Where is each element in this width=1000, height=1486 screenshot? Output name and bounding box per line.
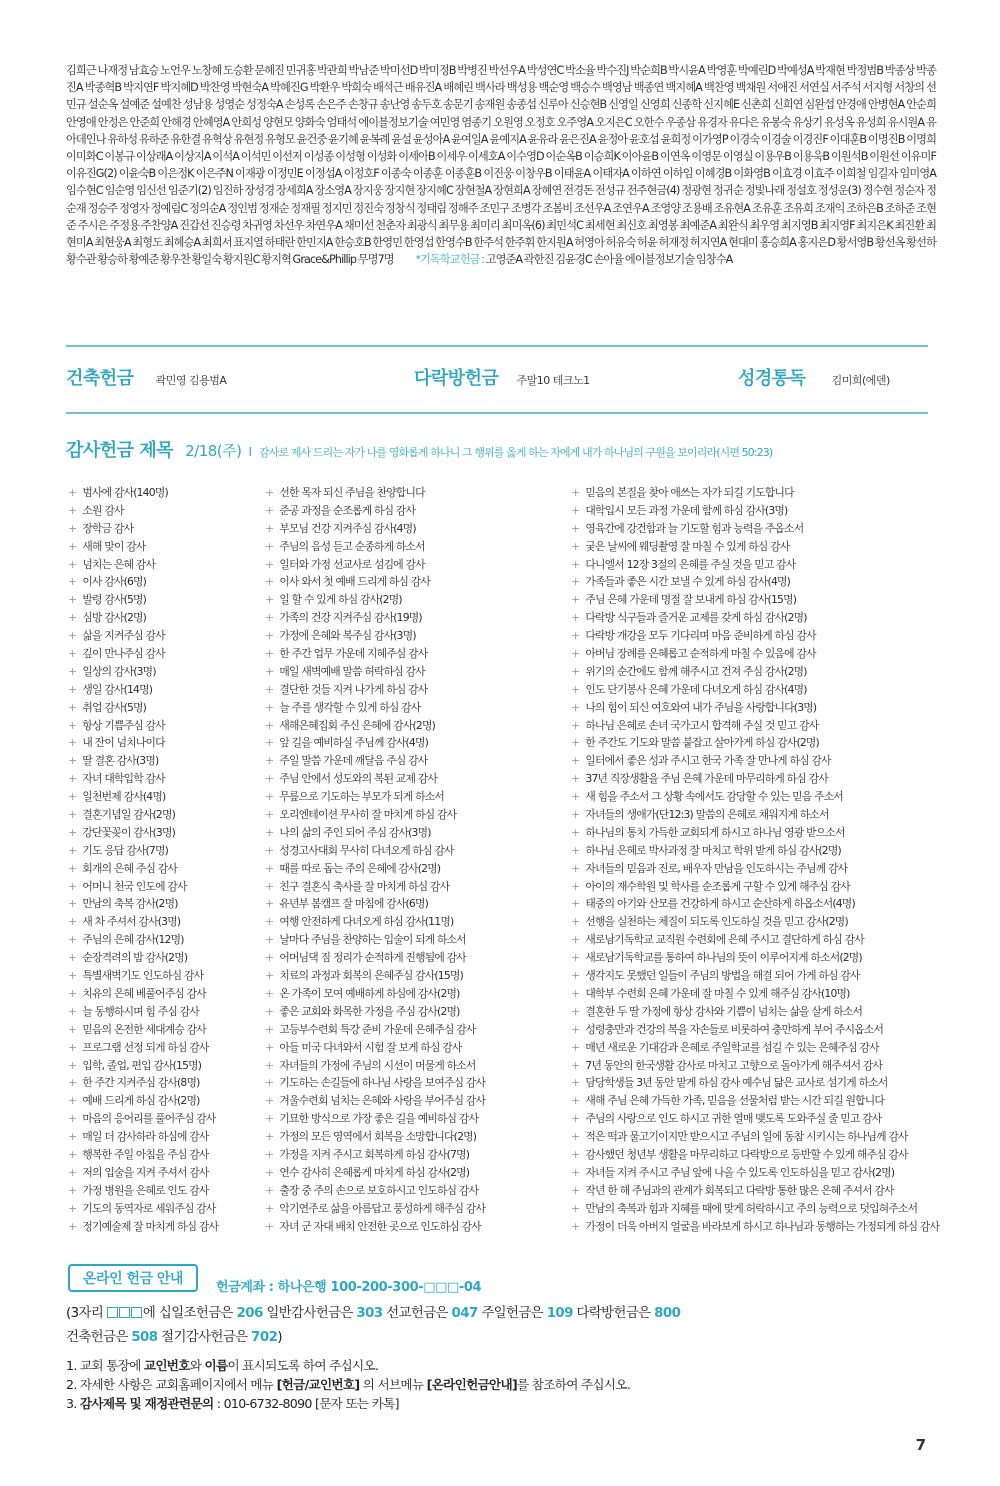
thanks-item: + 어머님댁 짐 정리가 순적하게 진행됨에 감사 — [265, 949, 565, 967]
thanks-item: + 하나님 은혜로 박사과정 잘 마치고 학위 받게 하심 감사(2명) — [571, 842, 935, 860]
thanks-item: + 주일 말씀 가운데 깨달음 주심 감사 — [265, 752, 565, 770]
thanks-item: + 발령 감사(5명) — [68, 591, 258, 609]
thanks-item: + 기묘한 방식으로 가장 좋은 길을 예비하심 감사 — [265, 1110, 565, 1128]
thanks-item: + 주님의 은혜 감사(12명) — [68, 931, 258, 949]
bible-reading-names: 김미희(에덴) — [831, 374, 890, 387]
thanks-item: + 항상 기쁨주심 감사 — [68, 717, 258, 735]
thanks-item: + 일상의 감사(3명) — [68, 663, 258, 681]
thanks-item: + 주님 안에서 성도와의 복된 교제 감사 — [265, 770, 565, 788]
thanks-item: + 저의 입술을 지켜 주셔서 감사 — [68, 1164, 258, 1182]
darak-offering-names: 주말10 테크노1 — [516, 374, 590, 387]
darak-label: 다락방헌금은 — [572, 1306, 655, 1321]
thanks-item: + 늘 동행하시며 힘 주심 감사 — [68, 1003, 258, 1021]
thanks-item: + 일터와 가정 선교사로 섬김에 감사 — [265, 556, 565, 574]
season-code: 702 — [251, 1330, 278, 1345]
thanks-item: + 주님 은혜 가운데 명절 잘 보내게 하심 감사(15명) — [571, 591, 935, 609]
bible-reading-title: 성경통독 — [738, 368, 806, 389]
thanks-item: + 정기예술제 잘 마치게 하심 감사 — [68, 1218, 258, 1236]
thanks-item: + 한 주간 지켜주심 감사(8명) — [68, 1074, 258, 1092]
account-prefix: 헌금계좌 : 하나은행 100-200-300- — [216, 1280, 424, 1295]
thanks-item: + 위기의 순간에도 함께 해주시고 건져 주심 감사(2명) — [571, 663, 935, 681]
thanks-item: + 마음의 응어리를 풀어주심 감사 — [68, 1110, 258, 1128]
codes-close: ) — [277, 1330, 282, 1345]
christian-school-names: 고영준A 곽한진 김윤경C 손아율 에이블정보기술 임창수A — [485, 253, 733, 267]
thanks-item: + 다락방 개강을 모두 기다리며 마음 준비하게 하심 감사 — [571, 627, 935, 645]
thanks-item: + 매년 새로운 기대감과 은혜로 주일학교를 섬길 수 있는 은혜주심 감사 — [571, 1039, 935, 1057]
thanks-item: + 친구 결혼식 축사를 잘 마치게 하심 감사 — [265, 878, 565, 896]
thanks-item: + 악기연주로 삶을 아름답고 풍성하게 해주심 감사 — [265, 1200, 565, 1218]
thanks-item: + 감사했던 청년부 생활을 마무리하고 다락방으로 등반할 수 있게 해주심 감사 — [571, 1146, 935, 1164]
divider-mid — [66, 412, 928, 414]
thanks-item: + 하나님 은혜로 손녀 국가고시 합격해 주실 것 믿고 감사 — [571, 717, 935, 735]
thanks-item: + 아이의 재수학원 및 학사를 순조롭게 구할 수 있게 해주심 감사 — [571, 878, 935, 896]
offering-row — [66, 364, 928, 390]
box-3 — [131, 1307, 142, 1318]
thanks-item: + 믿음의 본질을 찾아 애쓰는 자가 되길 기도합니다 — [571, 484, 935, 502]
building-offering-title: 건축헌금 — [66, 368, 134, 389]
thanks-item: + 행복한 주일 아침을 주심 감사 — [68, 1146, 258, 1164]
thanks-item: + 무릎으로 기도하는 부모가 되게 하소서 — [265, 788, 565, 806]
thanks-column-1 — [68, 484, 258, 1235]
instructions-list — [66, 1356, 936, 1413]
instruction-2: 2. 자세한 사항은 교회홈페이지에서 메뉴 [헌금/교인번호] 의 서브메뉴 [온라인헌금안내]를 참조하여 주십시오. — [66, 1377, 631, 1392]
thanks-item: + 나의 힘이 되신 여호와여 내가 주님을 사랑합니다(3명) — [571, 699, 935, 717]
building-code: 508 — [131, 1330, 158, 1345]
thanks-item: + 이사 감사(6명) — [68, 573, 258, 591]
thanks-item: + 가족들과 좋은 시간 보낼 수 있게 하심 감사(4명) — [571, 573, 935, 591]
thanks-item: + 늘 주를 생각할 수 있게 하심 감사 — [265, 699, 565, 717]
thanks-item: + 가족의 건강 지켜주심 감사(19명) — [265, 609, 565, 627]
thanks-date: 2/18(주) — [185, 442, 242, 460]
darak-offering-title: 다락방헌금 — [414, 368, 499, 389]
thanks-item: + 자녀 대학입학 감사 — [68, 770, 258, 788]
thanks-item: + 생각지도 못했던 일들이 주님의 방법을 해결 되어 가게 하심 감사 — [571, 967, 935, 985]
thanks-item: + 이사 와서 첫 예배 드리게 하심 감사 — [265, 573, 565, 591]
box-2 — [119, 1307, 130, 1318]
thanks-header — [66, 436, 936, 462]
thanks-item: + 좋은 교회와 화목한 가정을 주심 감사(2명) — [265, 1003, 565, 1021]
thanks-item: + 새 힘을 주소서 그 상황 속에서도 감당할 수 있는 믿음 주소서 — [571, 788, 935, 806]
thanks-item: + 소원 감사 — [68, 502, 258, 520]
thanks-item: + 성경고사대회 무사히 다녀오게 하심 감사 — [265, 842, 565, 860]
mission-label: 선교헌금은 — [382, 1306, 452, 1321]
thanks-item: + 매일 더 감사하라 하심에 감사 — [68, 1128, 258, 1146]
thanks-item: + 매일 새벽예배 말씀 허락하심 감사 — [265, 663, 565, 681]
thanks-item: + 하나님의 통치 가득한 교회되게 하시고 하나님 영광 받으소서 — [571, 824, 935, 842]
building-label: 건축헌금은 — [66, 1330, 132, 1345]
donor-list — [66, 62, 936, 268]
thanks-item: + 영육간에 강건함과 늘 기도할 힘과 능력을 주옵소서 — [571, 520, 935, 538]
page-number: 7 — [915, 1436, 926, 1454]
thanks-item: + 깊이 만나주심 감사 — [68, 645, 258, 663]
thanks-item: + 생일 감사(14명) — [68, 681, 258, 699]
thanks-item: + 만남의 축복과 힘과 지혜를 때에 맞게 허락하시고 주의 능력으로 덧입혀주소서 — [571, 1200, 935, 1218]
thanks-item: + 자녀 군 자대 배치 안전한 곳으로 인도하심 감사 — [265, 1218, 565, 1236]
thanks-item: + 기도하는 손길들에 하나님 사랑을 보여주심 감사 — [265, 1074, 565, 1092]
thanks-item: + 작년 한 해 주님과의 관계가 회복되고 다락방 통한 많은 은혜 주셔서 감사 — [571, 1182, 935, 1200]
thanks-column-3 — [571, 484, 940, 1235]
thanks-item: + 한 주간도 기도와 말씀 붙잡고 살아가게 하심 감사(2명) — [571, 734, 935, 752]
placeholder-boxes: □□□ — [423, 1280, 459, 1295]
thanks-item: + 내 잔이 넘치나이다 — [68, 734, 258, 752]
tithe-label: 에 십일조헌금은 — [142, 1306, 237, 1321]
thanks-item: + 부모님 건강 지켜주심 감사(4명) — [265, 520, 565, 538]
thanks-item: + 순장격려의 밤 감사(2명) — [68, 949, 258, 967]
thanks-item: + 궂은 날씨에 웨딩촬영 잘 마칠 수 있게 하심 감사 — [571, 538, 935, 556]
thanks-code: 303 — [356, 1306, 383, 1321]
thanks-item: + 만남의 축복 감사(2명) — [68, 895, 258, 913]
thanks-item: + 가정이 더욱 아버지 얼굴을 바라보게 하시고 하나님과 동행하는 가정되게 하심 감사 — [571, 1218, 935, 1236]
thanks-item: + 일천번제 감사(4명) — [68, 788, 258, 806]
thanks-item: + 가정 병원을 은혜로 인도 감사 — [68, 1182, 258, 1200]
thanks-item: + 선한 목자 되신 주님을 찬양합니다 — [265, 484, 565, 502]
thanks-item: + 인도 단기봉사 은혜 가운데 다녀오게 하심 감사(4명) — [571, 681, 935, 699]
donor-names: 김희근 나재정 남효승 노언우 노창혜 도승환 문혜진 민귀홍 박관희 박남준 박미선D 박미정B 박병진 박선우A 박성연C 박소율 박수진J 박순희B 박시윤A 박영훈 박예린D 박예성A 박재현 박정범B 박종상 박종진A 박종혁B 박지연F 박지혜D 박찬영 박현숙A 박혜진G 박환우 박희숙 배석근 배유진A 배혜린 백사라 백성용 백순영 백승수 백영남 백종연 백지혜A 백찬영 백채원 서애진 서연실 서주석 서지형 서창의 선민규 설순옥 설예준 설예찬 성남용 성영순 성정숙A 손성록 손은주 손창규 송난영 송두호 송문기 송재원 송종섭 신루아 신승현B 신영일 신영희 신종학 신지혜E 신촌희 신희연 심완섭 안경애 안병현A 안순희 안영애 안정은 안준희 안해경 안혜영A 안희성 양현모 양화숙 엄태석 에이블정보기술 여민영 염종기 오원영 오정호 오주영A 오지은C 오한수 우종삼 유경자 유다은 유봉숙 유상기 유성옥 유성희 유시원A 유아데인나 유하성 유하준 유한결 유혁상 유현정 유형모 윤건중 윤기혜 윤복례 윤설 윤성아A 윤여일A 윤예지A 윤유라 윤은진A 윤정아 윤호섭 윤희정 이가영P 이경숙 이경술 이경진F 이대훈B 이명진B 이명희 이미화C 이봉규 이상래A 이상지A 이석A 이석민 이선저 이성종 이성형 이성화 이세아B 이세우 이세호A 이수영D 이순옥B 이승희K 이아윤B 이연옥 이영문 이영실 이용우B 이용욱B 이원석B 이원선 이유미F 이유진G(2) 이윤숙B 이은정K 이은주N 이재광 이정민E 이정섭A 이정호F 이종숙 이종훈 이종훈B 이진웅 이창우B 이태윤A 이태자A 이하연 이하임 이혜경B 이화영B 이효경 이효주 이희철 임길자 임미영A 임수현C 임순영 임신선 임준기(2) 임진하 장성경 장세희A 장소영A 장지웅 장지현 장지혜C 장현철A 장현희A 장혜연 전경돈 전성규 전주현금(4) 정광현 정귀순 정빛나래 정설호 정성운(3) 정수현 정순자 정순재 정승주 정영자 정예림C 정의순A 정인범 정재순 정재필 정지민 정진숙 정창식 정태림 정해주 조민구 조병각 조봄비 조선우A 조연우A 조영양 조용배 조유현A 조유훈 조유희 조재익 조하은B 조하준 조현준 주시은 주정용 주찬양A 진갑선 진승령 차귀영 차선우 차연우A 채미선 천춘자 최광식 최무용 최미리 최미옥(6) 최민석C 최세현 최신호 최영봉 최예준A 최완식 최우영 최지영B 최지영F 최지은K 최진환 최현미A 최현웅A 최형도 최혜승A 최희서 표지열 하태란 한민지A 한승호B 한영민 한영섭 한영수B 한주석 한주휘 한지원A 허영아 허유숙 허윤 허재정 허지연A 현대미 홍승희A 홍지은D 황서영B 황선옥 황선하 황수관 황승하 황예준 황우찬 황일숙 황지원C 황지혁 Grace&Phillip 무명7명 — [66, 64, 936, 267]
thanks-item: + 프로그램 선정 되게 하심 감사 — [68, 1039, 258, 1057]
bible-reading — [738, 364, 890, 390]
sunday-code: 109 — [546, 1306, 573, 1321]
thanks-item: + 믿음의 온전한 세대계승 감사 — [68, 1021, 258, 1039]
thanks-item: + 준공 과정을 순조롭게 하심 감사 — [265, 502, 565, 520]
thanks-item: + 대학부 수련회 은혜 가운데 잘 마칠 수 있게 해주심 감사(10명) — [571, 985, 935, 1003]
offering-codes — [66, 1302, 936, 1350]
thanks-item: + 대학입시 모든 과정 가운데 함께 하심 감사(3명) — [571, 502, 935, 520]
thanks-column-2 — [265, 484, 565, 1235]
thanks-item: + 자녀들의 믿음과 진로, 배우자 만남을 인도하시는 주님께 감사 — [571, 860, 935, 878]
thanks-item: + 출장 중 주의 손으로 보호하시고 인도하심 감사 — [265, 1182, 565, 1200]
thanks-item: + 주님의 음성 듣고 순종하게 하소서 — [265, 538, 565, 556]
thanks-item: + 여행 안전하게 다녀오게 하심 감사(11명) — [265, 913, 565, 931]
thanks-item: + 새해 맞이 감사 — [68, 538, 258, 556]
account-suffix: -04 — [458, 1280, 482, 1295]
thanks-item: + 자녀들 지켜 주시고 주님 앞에 나올 수 있도록 인도하심을 믿고 감사(2명) — [571, 1164, 935, 1182]
thanks-item: + 치유의 은혜 베풀어주심 감사 — [68, 985, 258, 1003]
thanks-item: + 주님의 사랑으로 인도 하시고 귀한 열매 맺도록 도와주실 줄 믿고 감사 — [571, 1110, 935, 1128]
online-offering-badge: 온라인 헌금 안내 — [68, 1264, 198, 1292]
thanks-item: + 특별새벽기도 인도하심 감사 — [68, 967, 258, 985]
darak-code: 800 — [654, 1306, 681, 1321]
tithe-code: 206 — [236, 1306, 263, 1321]
season-label: 절기감사헌금은 — [157, 1330, 252, 1345]
thanks-item: + 심방 감사(2명) — [68, 609, 258, 627]
box-1 — [107, 1307, 118, 1318]
thanks-verse: 감사로 제사 드리는 자가 나를 영화롭게 하나니 그 행위를 옳게 하는 자에게 내가 하나님의 구원을 보이리라(시편 50:23) — [259, 446, 773, 459]
thanks-item: + 결혼한 두 딸 가정에 항상 감사와 기쁨이 넘치는 삶을 살게 하소서 — [571, 1003, 935, 1021]
building-offering-names: 곽민영 김용범A — [155, 374, 227, 387]
thanks-item: + 새 차 주셔서 감사(3명) — [68, 913, 258, 931]
thanks-item: + 담당학생들 3년 동안 맡게 하심 감사 예수님 닮은 교사로 섬기게 하소서 — [571, 1074, 935, 1092]
thanks-item: + 다락방 식구들과 즐거운 교제를 갖게 하심 감사(2명) — [571, 609, 935, 627]
thanks-item: + 온 가족이 모여 예배하게 하심에 감사(2명) — [265, 985, 565, 1003]
darak-offering — [414, 364, 590, 390]
thanks-item: + 어머니 천국 인도에 감사 — [68, 878, 258, 896]
thanks-item: + 가정에 은혜와 복주심 감사(3명) — [265, 627, 565, 645]
thanks-item: + 범사에 감사(140명) — [68, 484, 258, 502]
thanks-item: + 자녀들의 생애가(단12:3) 말씀의 은혜로 채워지게 하소서 — [571, 806, 935, 824]
thanks-item: + 날마다 주님을 찬양하는 입술이 되게 하소서 — [265, 931, 565, 949]
thanks-separator: I — [248, 445, 253, 459]
thanks-item: + 유년부 봄캠프 잘 마침에 감사(6명) — [265, 895, 565, 913]
christian-school-label: *기독학교헌금 : — [415, 253, 486, 267]
thanks-item: + 37년 직장생활을 주님 은혜 가운데 마무리하게 하심 감사 — [571, 770, 935, 788]
thanks-item: + 다니엘서 12장 3절의 은혜를 주실 것을 믿고 감사 — [571, 556, 935, 574]
thanks-item: + 입학, 졸업, 편입 감사(15명) — [68, 1057, 258, 1075]
thanks-item: + 아버님 장례를 은혜롭고 순적하게 마칠 수 있음에 감사 — [571, 645, 935, 663]
thanks-item: + 새로남기독학교를 통하여 하나님의 뜻이 이루어지게 하소서(2명) — [571, 949, 935, 967]
account-info — [216, 1276, 481, 1295]
thanks-item: + 딸 결혼 감사(3명) — [68, 752, 258, 770]
thanks-item: + 회개의 은혜 주심 감사 — [68, 860, 258, 878]
thanks-item: + 취업 감사(5명) — [68, 699, 258, 717]
thanks-item: + 태중의 아기와 산모를 건강하게 하시고 순산하게 하옵소서(4명) — [571, 895, 935, 913]
thanks-item: + 삶을 지켜주심 감사 — [68, 627, 258, 645]
thanks-item: + 치료의 과정과 회복의 은혜주심 감사(15명) — [265, 967, 565, 985]
thanks-item: + 7년 동안의 한국생활 감사로 마치고 고향으로 돌아가게 해주셔서 감사 — [571, 1057, 935, 1075]
divider-top — [66, 345, 928, 347]
thanks-item: + 결단한 것들 지켜 나가게 하심 감사 — [265, 681, 565, 699]
thanks-item: + 가정을 지켜 주시고 회복하게 하심 감사(7명) — [265, 1146, 565, 1164]
thanks-item: + 성령충만과 건강의 복을 자손들로 비롯하여 충만하게 부어 주시옵소서 — [571, 1021, 935, 1039]
thanks-item: + 자녀들의 가정에 주님의 시선이 머물게 하소서 — [265, 1057, 565, 1075]
thanks-item: + 넘치는 은혜 감사 — [68, 556, 258, 574]
thanks-item: + 기도의 동역자로 세워주심 감사 — [68, 1200, 258, 1218]
mission-code: 047 — [451, 1306, 478, 1321]
thanks-item: + 일터에서 좋은 성과 주시고 한국 가족 잘 만나게 하심 감사 — [571, 752, 935, 770]
thanks-item: + 나의 삶의 주인 되어 주심 감사(3명) — [265, 824, 565, 842]
thanks-item: + 오리엔테이션 무사히 잘 마치게 하심 감사 — [265, 806, 565, 824]
thanks-item: + 앞 길을 예비하실 주님께 감사(4명) — [265, 734, 565, 752]
thanks-item: + 결혼기념일 감사(2명) — [68, 806, 258, 824]
thanks-item: + 고등부수련회 특강 준비 가운데 은혜주심 감사 — [265, 1021, 565, 1039]
thanks-item: + 예배 드리게 하심 감사(2명) — [68, 1092, 258, 1110]
thanks-item: + 새해 주님 은혜 가득한 가족, 믿음을 선물처럼 받는 시간 되길 원합니다 — [571, 1092, 935, 1110]
thanks-label: 일반감사헌금은 — [262, 1306, 357, 1321]
thanks-item: + 새로남기독학교 교직원 수련회에 은혜 주시고 결단하게 하심 감사 — [571, 931, 935, 949]
thanks-item: + 선행을 실천하는 체질이 되도록 인도하실 것을 믿고 감사(2명) — [571, 913, 935, 931]
thanks-item: + 장학금 감사 — [68, 520, 258, 538]
thanks-item: + 아들 미국 다녀와서 시험 잘 보게 하심 감사 — [265, 1039, 565, 1057]
thanks-item: + 한 주간 업무 가운데 지혜주심 감사 — [265, 645, 565, 663]
instruction-3: 3. 감사제목 및 재정관련문의 : 010-6732-8090 [문자 또는 카톡] — [66, 1396, 399, 1411]
thanks-item: + 일 할 수 있게 하심 감사(2명) — [265, 591, 565, 609]
thanks-item: + 기도 응답 감사(7명) — [68, 842, 258, 860]
thanks-item: + 강단꽃꽂이 감사(3명) — [68, 824, 258, 842]
thanks-title: 감사헌금 제목 — [66, 440, 174, 461]
thanks-item: + 겨울수련회 넘치는 은혜와 사랑을 부어주심 감사 — [265, 1092, 565, 1110]
building-offering — [66, 364, 226, 390]
thanks-item: + 가정의 모든 영역에서 회복을 소망합니다(2명) — [265, 1128, 565, 1146]
thanks-item: + 적은 떡과 물고기이지만 받으시고 주님의 일에 동참 시키시는 하나님께 감사 — [571, 1128, 935, 1146]
codes-open: (3자리 — [66, 1306, 107, 1321]
instruction-1: 1. 교회 통장에 교인번호와 이름이 표시되도록 하여 주십시오. — [66, 1358, 379, 1373]
sunday-label: 주일헌금은 — [477, 1306, 547, 1321]
thanks-item: + 새해은혜집회 주신 은혜에 감사(2명) — [265, 717, 565, 735]
thanks-item: + 때를 따로 돕는 주의 은혜에 감사(2명) — [265, 860, 565, 878]
thanks-item: + 연수 감사히 은혜롭게 마치게 하심 감사(2명) — [265, 1164, 565, 1182]
